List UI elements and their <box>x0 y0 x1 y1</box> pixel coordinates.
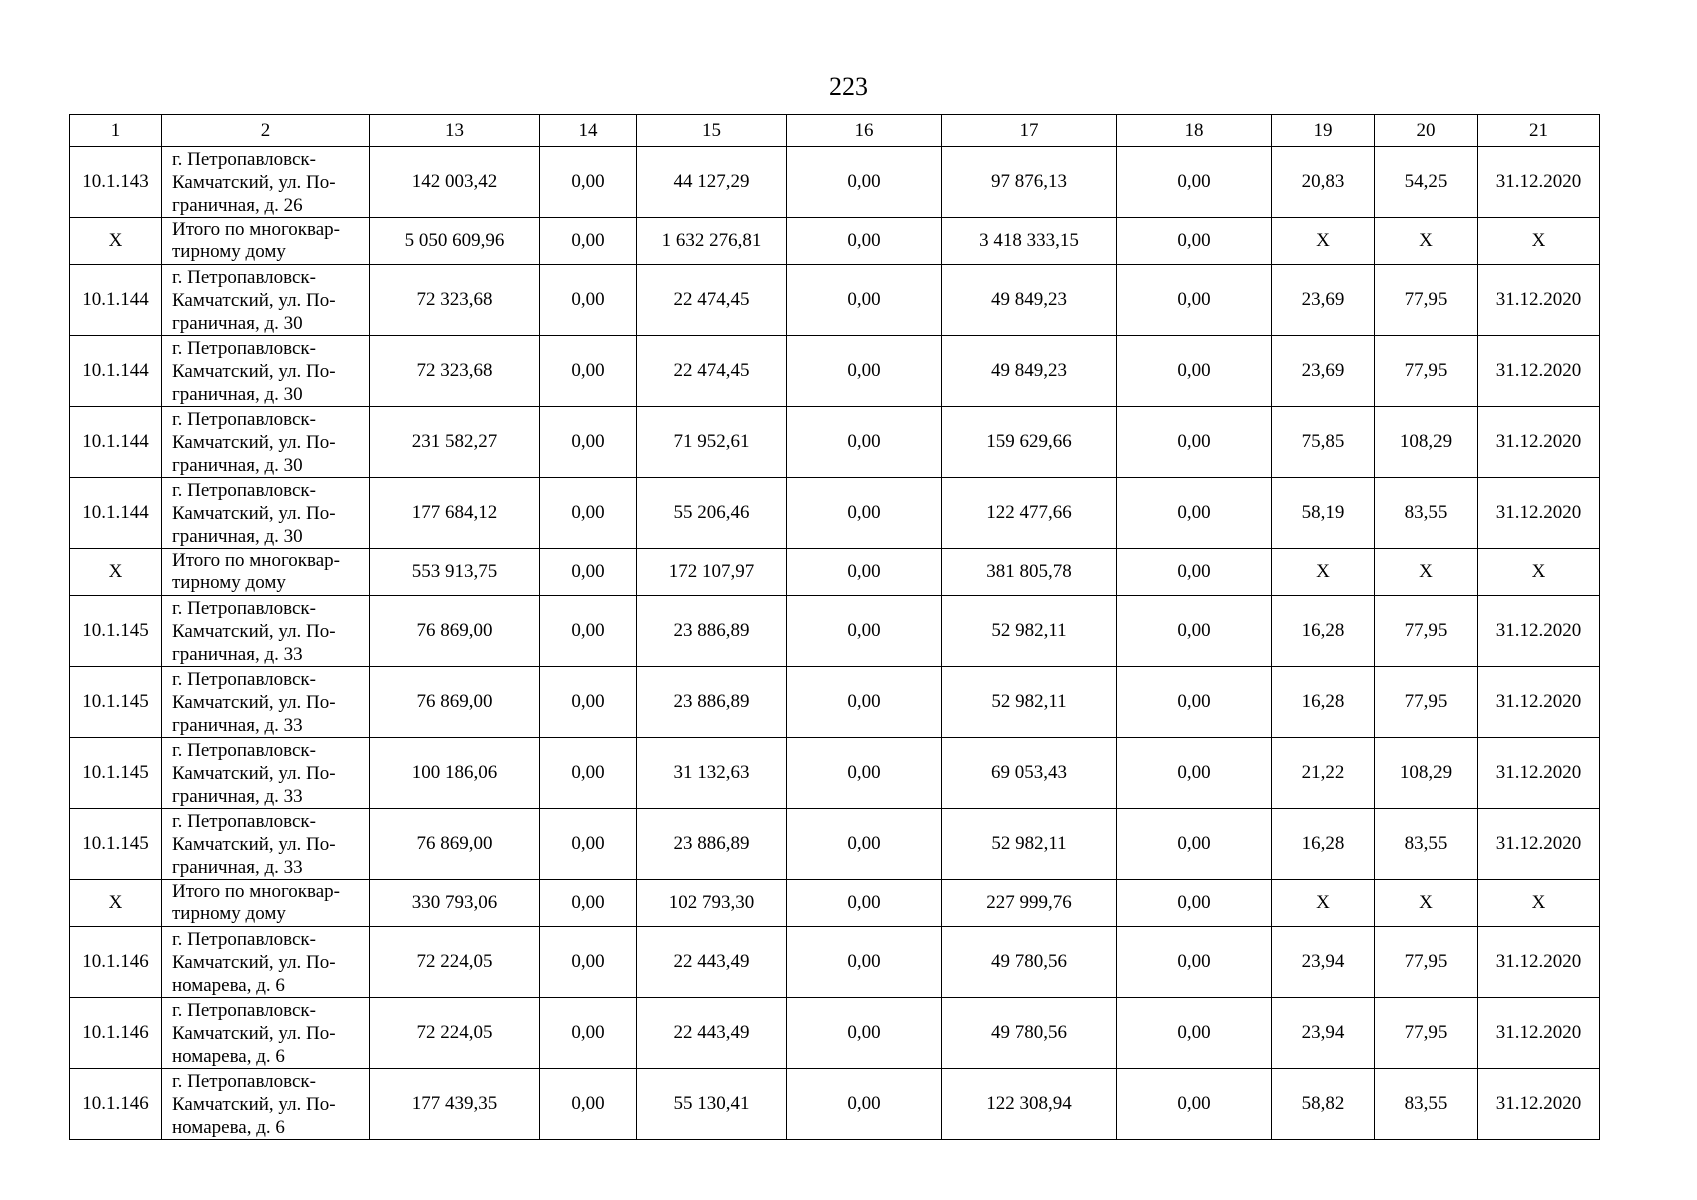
address-line: г. Петропавловск- <box>172 999 316 1021</box>
address-cell <box>162 667 370 738</box>
value-col17-cell: 3 418 333,15 <box>942 218 1117 265</box>
value-col14-cell: 0,00 <box>540 596 637 667</box>
address-line: г. Петропавловск- <box>172 739 316 761</box>
date-cell: Х <box>1478 218 1600 265</box>
value-col16-cell: 0,00 <box>787 549 942 596</box>
address-cell <box>162 596 370 667</box>
address-cell <box>162 809 370 880</box>
address-cell <box>162 998 370 1069</box>
address-line: тирному дому <box>172 903 286 924</box>
column-header: 14 <box>540 115 637 147</box>
table-row <box>70 407 1600 478</box>
column-header: 13 <box>370 115 540 147</box>
value-col15-cell: 102 793,30 <box>637 880 787 927</box>
value-col18-cell: 0,00 <box>1117 809 1272 880</box>
address-line: Камчатский, ул. По- <box>172 1022 336 1044</box>
address-line: граничная, д. 30 <box>172 312 303 334</box>
address-line: Камчатский, ул. По- <box>172 762 336 784</box>
value-col15-cell: 1 632 276,81 <box>637 218 787 265</box>
row-id-cell: 10.1.145 <box>70 596 162 667</box>
value-col20-cell: Х <box>1375 549 1478 596</box>
date-cell: 31.12.2020 <box>1478 998 1600 1069</box>
table-row <box>70 927 1600 998</box>
column-header: 15 <box>637 115 787 147</box>
address-line: граничная, д. 33 <box>172 643 303 665</box>
value-col18-cell: 0,00 <box>1117 927 1272 998</box>
value-col14-cell: 0,00 <box>540 738 637 809</box>
address-line: Камчатский, ул. По- <box>172 691 336 713</box>
value-col13-cell: 100 186,06 <box>370 738 540 809</box>
address-line: г. Петропавловск- <box>172 408 316 430</box>
date-cell: 31.12.2020 <box>1478 1069 1600 1140</box>
value-col19-cell: 16,28 <box>1272 667 1375 738</box>
address-line: номарева, д. 6 <box>172 1116 285 1138</box>
value-col13-cell: 5 050 609,96 <box>370 218 540 265</box>
value-col16-cell: 0,00 <box>787 738 942 809</box>
address-line: Камчатский, ул. По- <box>172 360 336 382</box>
date-cell: 31.12.2020 <box>1478 265 1600 336</box>
address-line: г. Петропавловск- <box>172 148 316 170</box>
table-row <box>70 738 1600 809</box>
value-col15-cell: 44 127,29 <box>637 147 787 218</box>
row-id-cell: 10.1.145 <box>70 667 162 738</box>
value-col14-cell: 0,00 <box>540 218 637 265</box>
value-col13-cell: 72 323,68 <box>370 265 540 336</box>
date-cell: 31.12.2020 <box>1478 667 1600 738</box>
value-col17-cell: 49 849,23 <box>942 265 1117 336</box>
value-col17-cell: 227 999,76 <box>942 880 1117 927</box>
value-col15-cell: 22 474,45 <box>637 336 787 407</box>
value-col18-cell: 0,00 <box>1117 478 1272 549</box>
column-header: 1 <box>70 115 162 147</box>
value-col15-cell: 22 443,49 <box>637 927 787 998</box>
address-line: г. Петропавловск- <box>172 266 316 288</box>
address-line: Камчатский, ул. По- <box>172 620 336 642</box>
address-cell <box>162 1069 370 1140</box>
address-line: г. Петропавловск- <box>172 668 316 690</box>
address-line: Камчатский, ул. По- <box>172 431 336 453</box>
address-line: г. Петропавловск- <box>172 479 316 501</box>
address-line: граничная, д. 30 <box>172 525 303 547</box>
value-col16-cell: 0,00 <box>787 147 942 218</box>
value-col18-cell: 0,00 <box>1117 407 1272 478</box>
row-id-cell: 10.1.144 <box>70 407 162 478</box>
value-col14-cell: 0,00 <box>540 1069 637 1140</box>
column-header: 19 <box>1272 115 1375 147</box>
value-col15-cell: 31 132,63 <box>637 738 787 809</box>
row-id-cell: 10.1.145 <box>70 738 162 809</box>
value-col16-cell: 0,00 <box>787 880 942 927</box>
value-col20-cell: 77,95 <box>1375 336 1478 407</box>
column-header: 18 <box>1117 115 1272 147</box>
value-col13-cell: 76 869,00 <box>370 596 540 667</box>
value-col15-cell: 23 886,89 <box>637 809 787 880</box>
table-row <box>70 998 1600 1069</box>
table-row <box>70 596 1600 667</box>
address-line: Итого по многоквар- <box>172 550 340 571</box>
address-line: граничная, д. 30 <box>172 383 303 405</box>
table-row <box>70 1069 1600 1140</box>
row-id-cell: 10.1.146 <box>70 927 162 998</box>
value-col18-cell: 0,00 <box>1117 998 1272 1069</box>
column-header: 20 <box>1375 115 1478 147</box>
value-col15-cell: 22 474,45 <box>637 265 787 336</box>
value-col15-cell: 22 443,49 <box>637 998 787 1069</box>
value-col19-cell: 75,85 <box>1272 407 1375 478</box>
value-col16-cell: 0,00 <box>787 336 942 407</box>
date-cell: Х <box>1478 880 1600 927</box>
total-row <box>70 880 1600 927</box>
table-row <box>70 478 1600 549</box>
address-line: граничная, д. 33 <box>172 714 303 736</box>
value-col16-cell: 0,00 <box>787 265 942 336</box>
value-col13-cell: 72 323,68 <box>370 336 540 407</box>
value-col16-cell: 0,00 <box>787 596 942 667</box>
date-cell: Х <box>1478 549 1600 596</box>
value-col19-cell: Х <box>1272 880 1375 927</box>
address-line: граничная, д. 26 <box>172 194 303 216</box>
value-col18-cell: 0,00 <box>1117 218 1272 265</box>
value-col16-cell: 0,00 <box>787 667 942 738</box>
table-body <box>70 147 1600 1140</box>
value-col14-cell: 0,00 <box>540 407 637 478</box>
value-col16-cell: 0,00 <box>787 478 942 549</box>
value-col14-cell: 0,00 <box>540 478 637 549</box>
address-cell <box>162 927 370 998</box>
value-col20-cell: 108,29 <box>1375 407 1478 478</box>
value-col14-cell: 0,00 <box>540 998 637 1069</box>
value-col17-cell: 122 477,66 <box>942 478 1117 549</box>
column-header: 17 <box>942 115 1117 147</box>
value-col20-cell: 77,95 <box>1375 265 1478 336</box>
value-col20-cell: 83,55 <box>1375 478 1478 549</box>
address-cell <box>162 336 370 407</box>
address-line: Итого по многоквар- <box>172 881 340 902</box>
value-col15-cell: 172 107,97 <box>637 549 787 596</box>
value-col17-cell: 122 308,94 <box>942 1069 1117 1140</box>
value-col19-cell: 16,28 <box>1272 809 1375 880</box>
value-col20-cell: Х <box>1375 880 1478 927</box>
address-line: Камчатский, ул. По- <box>172 171 336 193</box>
address-line: Камчатский, ул. По- <box>172 502 336 524</box>
value-col20-cell: 83,55 <box>1375 1069 1478 1140</box>
value-col20-cell: 83,55 <box>1375 809 1478 880</box>
table-row <box>70 667 1600 738</box>
value-col16-cell: 0,00 <box>787 1069 942 1140</box>
value-col14-cell: 0,00 <box>540 549 637 596</box>
value-col13-cell: 231 582,27 <box>370 407 540 478</box>
address-cell <box>162 549 370 596</box>
address-cell <box>162 478 370 549</box>
value-col17-cell: 381 805,78 <box>942 549 1117 596</box>
value-col13-cell: 177 684,12 <box>370 478 540 549</box>
address-line: номарева, д. 6 <box>172 974 285 996</box>
address-cell <box>162 218 370 265</box>
address-line: Камчатский, ул. По- <box>172 289 336 311</box>
date-cell: 31.12.2020 <box>1478 927 1600 998</box>
value-col13-cell: 330 793,06 <box>370 880 540 927</box>
value-col14-cell: 0,00 <box>540 147 637 218</box>
page-number: 223 <box>829 72 868 101</box>
value-col20-cell: 77,95 <box>1375 927 1478 998</box>
row-id-cell: Х <box>70 549 162 596</box>
value-col20-cell: 108,29 <box>1375 738 1478 809</box>
value-col20-cell: 77,95 <box>1375 998 1478 1069</box>
value-col17-cell: 52 982,11 <box>942 809 1117 880</box>
address-line: г. Петропавловск- <box>172 1070 316 1092</box>
address-cell <box>162 147 370 218</box>
value-col19-cell: 21,22 <box>1272 738 1375 809</box>
value-col19-cell: 23,69 <box>1272 336 1375 407</box>
address-line: г. Петропавловск- <box>172 928 316 950</box>
value-col18-cell: 0,00 <box>1117 880 1272 927</box>
address-line: граничная, д. 33 <box>172 856 303 878</box>
value-col14-cell: 0,00 <box>540 927 637 998</box>
value-col19-cell: Х <box>1272 218 1375 265</box>
total-row <box>70 218 1600 265</box>
value-col17-cell: 49 849,23 <box>942 336 1117 407</box>
value-col16-cell: 0,00 <box>787 407 942 478</box>
value-col17-cell: 49 780,56 <box>942 998 1117 1069</box>
address-line: номарева, д. 6 <box>172 1045 285 1067</box>
row-id-cell: 10.1.144 <box>70 336 162 407</box>
value-col15-cell: 55 206,46 <box>637 478 787 549</box>
value-col13-cell: 553 913,75 <box>370 549 540 596</box>
address-line: граничная, д. 30 <box>172 454 303 476</box>
value-col15-cell: 55 130,41 <box>637 1069 787 1140</box>
value-col19-cell: 58,82 <box>1272 1069 1375 1140</box>
address-line: Камчатский, ул. По- <box>172 833 336 855</box>
value-col15-cell: 71 952,61 <box>637 407 787 478</box>
value-col19-cell: 23,94 <box>1272 998 1375 1069</box>
total-row <box>70 549 1600 596</box>
column-header: 21 <box>1478 115 1600 147</box>
value-col15-cell: 23 886,89 <box>637 667 787 738</box>
address-line: тирному дому <box>172 241 286 262</box>
value-col18-cell: 0,00 <box>1117 667 1272 738</box>
address-line: г. Петропавловск- <box>172 597 316 619</box>
value-col16-cell: 0,00 <box>787 998 942 1069</box>
value-col13-cell: 72 224,05 <box>370 998 540 1069</box>
row-id-cell: Х <box>70 218 162 265</box>
value-col20-cell: Х <box>1375 218 1478 265</box>
value-col17-cell: 49 780,56 <box>942 927 1117 998</box>
value-col13-cell: 76 869,00 <box>370 667 540 738</box>
date-cell: 31.12.2020 <box>1478 478 1600 549</box>
value-col13-cell: 72 224,05 <box>370 927 540 998</box>
table-row <box>70 265 1600 336</box>
row-id-cell: 10.1.143 <box>70 147 162 218</box>
column-header: 16 <box>787 115 942 147</box>
data-table <box>69 114 1600 1140</box>
value-col18-cell: 0,00 <box>1117 265 1272 336</box>
value-col13-cell: 76 869,00 <box>370 809 540 880</box>
value-col18-cell: 0,00 <box>1117 147 1272 218</box>
header-row <box>70 115 1600 147</box>
row-id-cell: 10.1.144 <box>70 478 162 549</box>
address-line: Итого по многоквар- <box>172 219 340 240</box>
value-col13-cell: 177 439,35 <box>370 1069 540 1140</box>
address-cell <box>162 265 370 336</box>
value-col14-cell: 0,00 <box>540 265 637 336</box>
value-col16-cell: 0,00 <box>787 809 942 880</box>
address-line: Камчатский, ул. По- <box>172 1093 336 1115</box>
value-col19-cell: Х <box>1272 549 1375 596</box>
date-cell: 31.12.2020 <box>1478 147 1600 218</box>
address-line: г. Петропавловск- <box>172 337 316 359</box>
row-id-cell: 10.1.145 <box>70 809 162 880</box>
row-id-cell: Х <box>70 880 162 927</box>
address-cell <box>162 880 370 927</box>
table-row <box>70 336 1600 407</box>
value-col19-cell: 20,83 <box>1272 147 1375 218</box>
row-id-cell: 10.1.146 <box>70 1069 162 1140</box>
row-id-cell: 10.1.144 <box>70 265 162 336</box>
value-col18-cell: 0,00 <box>1117 596 1272 667</box>
value-col20-cell: 77,95 <box>1375 596 1478 667</box>
address-cell <box>162 738 370 809</box>
date-cell: 31.12.2020 <box>1478 336 1600 407</box>
value-col17-cell: 52 982,11 <box>942 596 1117 667</box>
value-col18-cell: 0,00 <box>1117 336 1272 407</box>
address-line: Камчатский, ул. По- <box>172 951 336 973</box>
value-col20-cell: 54,25 <box>1375 147 1478 218</box>
value-col20-cell: 77,95 <box>1375 667 1478 738</box>
date-cell: 31.12.2020 <box>1478 407 1600 478</box>
address-line: граничная, д. 33 <box>172 785 303 807</box>
value-col19-cell: 23,94 <box>1272 927 1375 998</box>
value-col17-cell: 69 053,43 <box>942 738 1117 809</box>
value-col19-cell: 58,19 <box>1272 478 1375 549</box>
value-col18-cell: 0,00 <box>1117 738 1272 809</box>
table-row <box>70 809 1600 880</box>
value-col16-cell: 0,00 <box>787 927 942 998</box>
date-cell: 31.12.2020 <box>1478 809 1600 880</box>
date-cell: 31.12.2020 <box>1478 596 1600 667</box>
value-col18-cell: 0,00 <box>1117 1069 1272 1140</box>
value-col13-cell: 142 003,42 <box>370 147 540 218</box>
date-cell: 31.12.2020 <box>1478 738 1600 809</box>
address-line: г. Петропавловск- <box>172 810 316 832</box>
value-col17-cell: 97 876,13 <box>942 147 1117 218</box>
value-col19-cell: 16,28 <box>1272 596 1375 667</box>
value-col16-cell: 0,00 <box>787 218 942 265</box>
column-header: 2 <box>162 115 370 147</box>
value-col19-cell: 23,69 <box>1272 265 1375 336</box>
value-col15-cell: 23 886,89 <box>637 596 787 667</box>
value-col17-cell: 159 629,66 <box>942 407 1117 478</box>
table-row <box>70 147 1600 218</box>
value-col14-cell: 0,00 <box>540 880 637 927</box>
value-col17-cell: 52 982,11 <box>942 667 1117 738</box>
value-col14-cell: 0,00 <box>540 667 637 738</box>
value-col18-cell: 0,00 <box>1117 549 1272 596</box>
row-id-cell: 10.1.146 <box>70 998 162 1069</box>
value-col14-cell: 0,00 <box>540 336 637 407</box>
address-cell <box>162 407 370 478</box>
address-line: тирному дому <box>172 572 286 593</box>
value-col14-cell: 0,00 <box>540 809 637 880</box>
